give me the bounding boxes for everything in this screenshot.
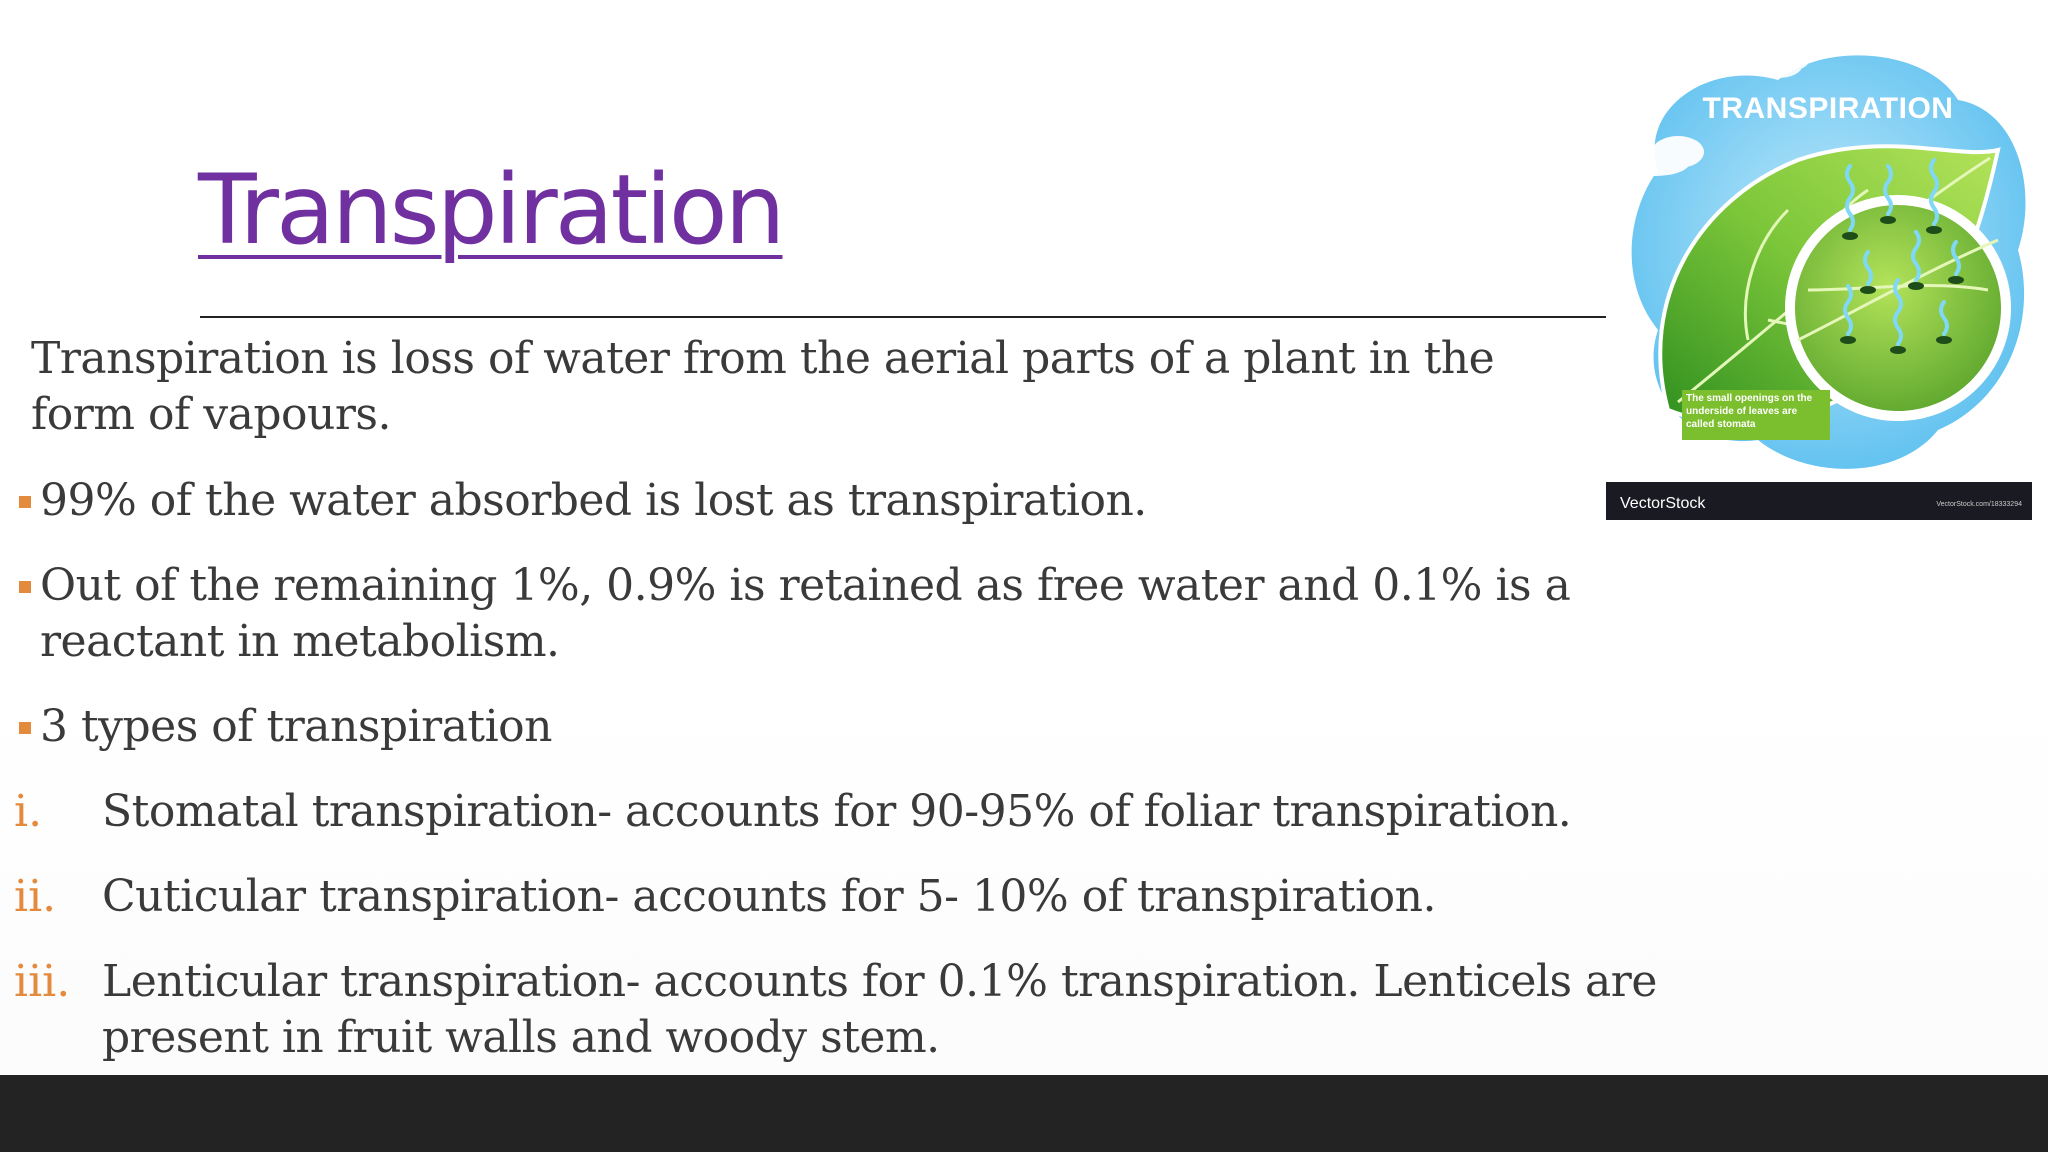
transpiration-illustration — [1598, 40, 2038, 530]
bullet-item: Out of the remaining 1%, 0.9% is retained as free water and 0.1% is a reactant in metabolism. — [40, 560, 1571, 667]
list-item: Cuticular transpiration- accounts for 5- 10% of transpiration. — [102, 871, 1436, 922]
list-item: Stomatal transpiration- accounts for 90-95% of foliar transpiration. — [102, 786, 1572, 837]
bullet-marker — [19, 581, 31, 593]
illustration-heading: TRANSPIRATION — [1702, 92, 1954, 125]
intro-text: Transpiration is loss of water from the aerial parts of a plant in the form of vapours. — [31, 333, 1495, 440]
bullet-marker — [19, 496, 31, 508]
illustration-caption: The small openings on the underside of leaves are called stomata — [1686, 393, 1813, 430]
list-numeral: iii. — [14, 956, 71, 1007]
watermark-id: VectorStock.com/18333294 — [1936, 501, 2022, 508]
stomata-magnifier — [1790, 200, 2006, 416]
list-item: Lenticular transpiration- accounts for 0.1% transpiration. Lenticels are present in fruit walls and woody stem. — [102, 956, 1657, 1063]
bullet-marker — [19, 722, 31, 734]
bullet-item: 99% of the water absorbed is lost as transpiration. — [40, 475, 1147, 526]
slide-footer-bar — [0, 1075, 2048, 1152]
cloud-icon — [1936, 54, 1980, 74]
bullet-item: 3 types of transpiration — [40, 701, 553, 752]
list-numeral: ii. — [14, 871, 57, 922]
watermark-brand: VectorStock — [1620, 495, 1706, 512]
title-divider — [200, 316, 1606, 318]
slide-title[interactable]: Transpiration — [198, 154, 783, 266]
list-numeral: i. — [14, 786, 43, 837]
